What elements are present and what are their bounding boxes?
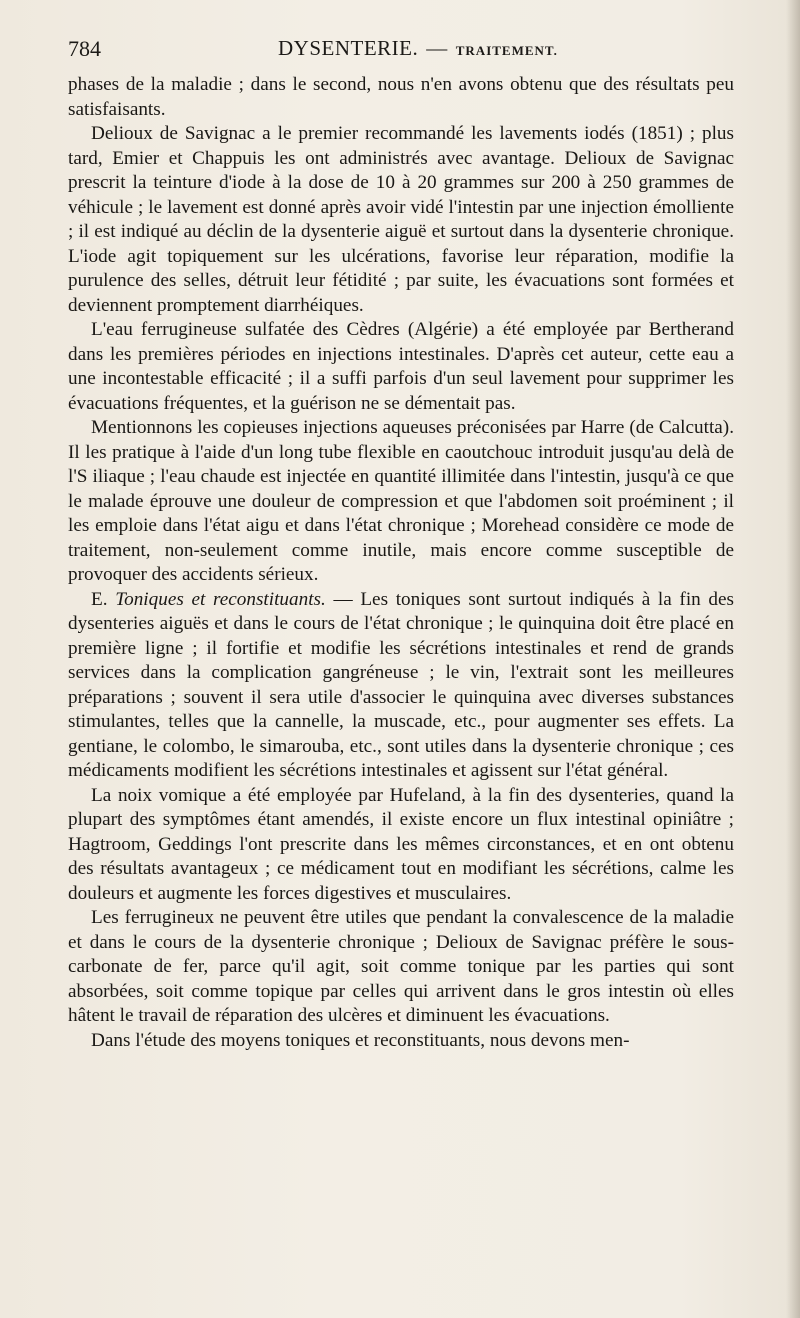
paragraph-2: Delioux de Savignac a le premier recommandé les lavements iodés (1851) ; plus tard, Emier et Chappuis les ont administrés avec avantage. Delioux de Savignac prescrit la teinture d'iode à la dose de 10 à 20 grammes sur 200 à 250 grammes de véhicule ; le lavement est donné après avoir vidé l'intestin par une injection émolliente ; il est indiqué au déclin de la dysenterie aiguë et surtout dans la dysenterie chronique. L'iode agit topiquement sur les ulcérations, favorise leur réparation, modifie la purulence des selles, détruit leur fétidité ; par suite, les évacuations sont formées et deviennent promptement diarrhéiques. (68, 123, 734, 316)
page-edge-shadow (786, 0, 800, 1318)
paragraph-5 (68, 588, 734, 784)
paragraph-6: La noix vomique a été employée par Hufeland, à la fin des dysenteries, quand la plupart des symptômes étant amendés, il existe encore un flux intestinal opiniâtre ; Hagtroom, Geddings l'ont prescrite dans les mêmes circonstances, et en ont obtenu des résultats avantageux ; ce médicament tout en modifiant les sécrétions, calme les douleurs et augmente les forces digestives et musculaires. (68, 784, 734, 904)
paragraph-1: phases de la maladie ; dans le second, nous n'en avons obtenu que des résultats peu satisfaisants. (68, 74, 734, 120)
paragraph-4: Mentionnons les copieuses injections aqueuses préconisées par Harre (de Calcutta). Il les pratique à l'aide d'un long tube flexible en caoutchouc introduit jusqu'au delà de l'S iliaque ; l'eau chaude est injectée en quantité illimitée dans l'intestin, jusqu'à ce que le malade éprouve une douleur de compression et que l'abdomen soit proéminent ; il les emploie dans l'état aigu et dans l'état chronique ; Morehead considère ce mode de traitement, non-seulement comme inutile, mais encore comme susceptible de provoquer des accidents sérieux. (68, 417, 734, 585)
paragraph-5-text: — Les toniques sont surtout indiqués à la fin des dysenteries aiguës et dans le cours de l'état chronique ; le quinquina doit être placé en première ligne ; il fortifie et modifie les sécrétions intestinales et rend de grands services dans la complication gangréneuse ; le vin, l'extrait sont les meilleures préparations ; souvent il sera utile d'associer le quinquina avec diverses substances stimulantes, telles que la cannelle, la muscade, etc., pour augmenter ses effets. La gentiane, le colombo, le simarouba, etc., sont utiles dans la dysenterie chronique ; ces médicaments modifient les sécrétions intestinales et agissent sur l'état général. (68, 588, 734, 781)
section-title: Toniques et reconstituants. (115, 588, 326, 610)
page-number: 784 (68, 36, 101, 61)
running-title-section: TRAITEMENT. (455, 43, 558, 58)
paragraph-7: Les ferrugineux ne peuvent être utiles que pendant la convalescence de la maladie et dans le cours de la dysenterie chronique ; Delioux de Savignac préfère le sous-carbonate de fer, parce qu'il agit, soit comme tonique par les parties qui sont absorbées, soit comme topique par celles qui arrivent dans le gros intestin où elles hâtent le travail de réparation des ulcères et diminuent les évacuations. (68, 907, 734, 1026)
paragraph-3: L'eau ferrugineuse sulfatée des Cèdres (Algérie) a été employée par Bertherand dans les premières périodes en injections intestinales. D'après cet auteur, cette eau a une incontestable efficacité ; il a suffi parfois d'un seul lavement pour supprimer les évacuations fréquentes, et la guérison ne se démentait pas. (68, 319, 734, 414)
running-title-main: DYSENTERIE. (278, 36, 419, 60)
body-text (68, 73, 734, 1053)
running-title-dash: — (426, 36, 448, 60)
running-title (278, 36, 558, 61)
paragraph-8: Dans l'étude des moyens toniques et reconstituants, nous devons men- (91, 1029, 630, 1051)
section-letter: E. (91, 588, 116, 610)
running-header (68, 36, 738, 62)
